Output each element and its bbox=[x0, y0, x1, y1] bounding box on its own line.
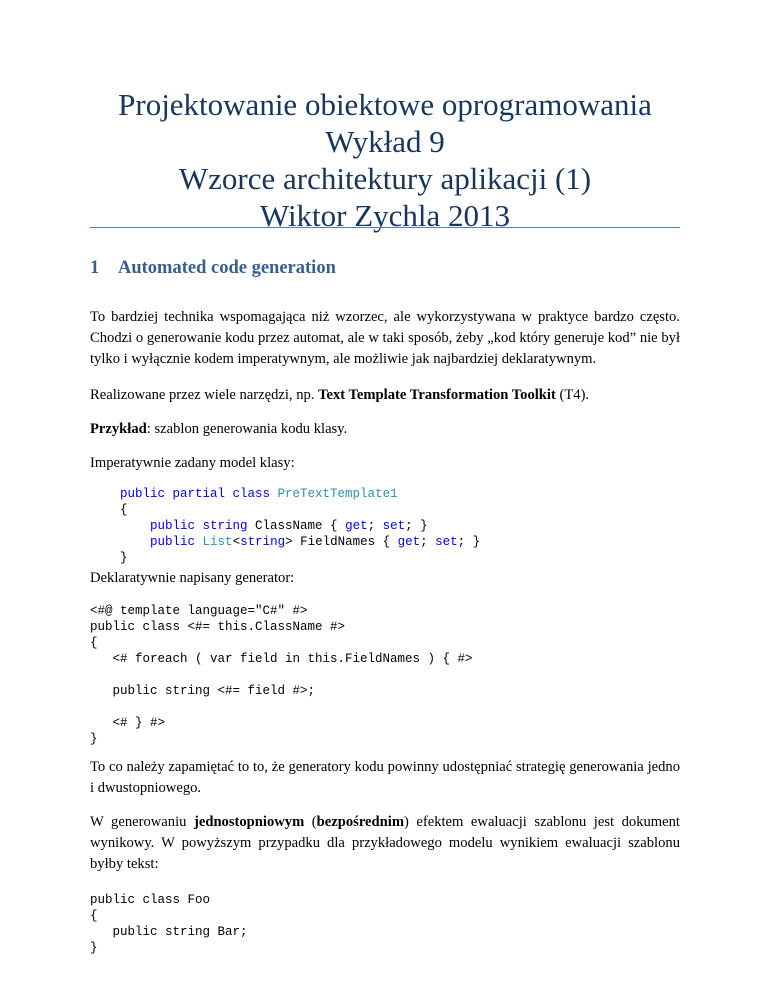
tools-text: Realizowane przez wiele narzędzi, np. bbox=[90, 387, 319, 403]
title-divider bbox=[90, 227, 680, 228]
paragraph-intro: To bardziej technika wspomagająca niż wzorzec, ale wykorzystywana w praktyce bardzo często. Chodzi o generowanie kodu przez automat, ale w taki sposób, żeby „kod który generuje kod” nie był tylko i wyłącznie kodem imperatywnym, ale możliwie jak najbardziej deklaratywnym. bbox=[90, 309, 680, 367]
code-block-model: public partial class PreTextTemplate1 { public string ClassName { get; set; } public List<string> FieldNames { get; set; } } bbox=[120, 487, 481, 565]
title-line-3: Wzorce architektury aplikacji (1) bbox=[178, 161, 592, 196]
title-line-1: Projektowanie obiektowe oprogramowania bbox=[118, 87, 652, 122]
tools-abbrev: (T4). bbox=[555, 387, 590, 403]
paragraph-strategy: To co należy zapamiętać to to, że generatory kodu powinny udostępniać strategię generowania jedno i dwustopniowego. bbox=[90, 759, 680, 796]
document-title bbox=[90, 86, 680, 234]
title-line-2: Wykład 9 bbox=[325, 124, 445, 159]
example-label: Przykład bbox=[90, 421, 147, 437]
paragraph-tools bbox=[90, 385, 680, 406]
paragraph-one-step: W generowaniu jednostopniowym (bezpośrednim) efektem ewaluacji szablonu jest dokument wynikowy. W powyższym przypadku dla przykładowego modelu wynikiem ewaluacji szablonu byłby tekst: bbox=[90, 814, 680, 872]
section-number: 1 bbox=[90, 258, 100, 278]
paragraph-model-intro: Imperatywnie zadany model klasy: bbox=[90, 455, 295, 471]
code-block-template: <#@ template language="C#" #> public class <#= this.ClassName #> { <# foreach ( var field in this.FieldNames ) { #> public string <#= field #>; <# } #> } bbox=[90, 604, 473, 746]
section-title: Automated code generation bbox=[118, 258, 336, 278]
term-one-step: jednostopniowym bbox=[193, 814, 305, 830]
term-direct: bezpośrednim bbox=[316, 814, 404, 830]
example-text: : szablon generowania kodu klasy. bbox=[146, 421, 348, 437]
paragraph-generator-intro: Deklaratywnie napisany generator: bbox=[90, 570, 295, 586]
title-line-4: Wiktor Zychla 2013 bbox=[259, 198, 511, 233]
code-block-output: public class Foo { public string Bar; } bbox=[90, 893, 248, 955]
paragraph-example bbox=[90, 419, 680, 440]
section-heading bbox=[90, 258, 336, 279]
tools-name: Text Template Transformation Toolkit bbox=[318, 387, 556, 403]
